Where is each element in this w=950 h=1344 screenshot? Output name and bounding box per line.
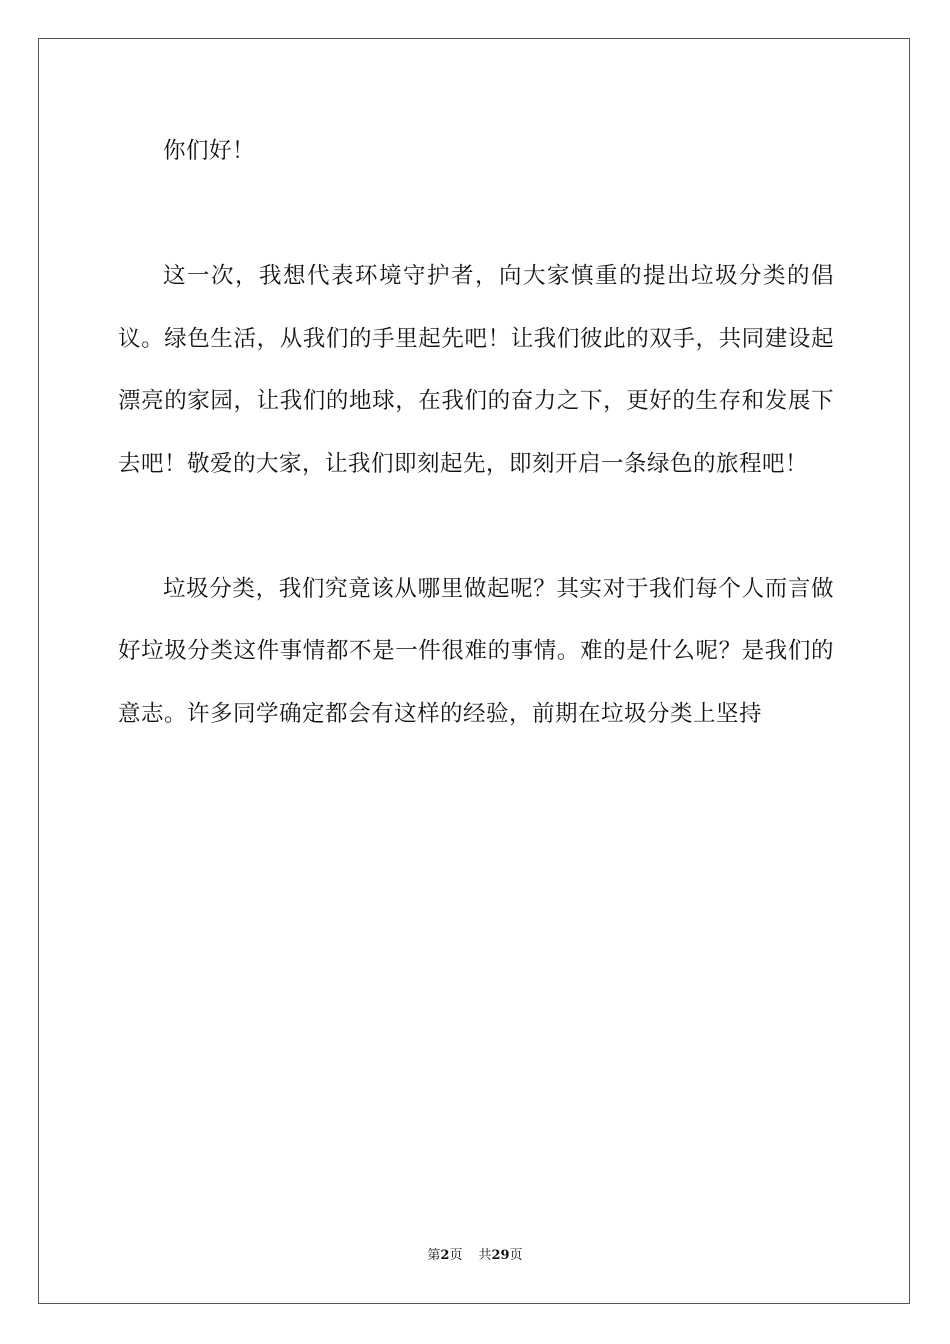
page-suffix: 页 — [449, 1248, 463, 1263]
page-footer — [0, 1246, 950, 1266]
page-prefix: 第 — [427, 1248, 441, 1263]
paragraph-greeting: 你们好！ — [163, 138, 256, 164]
total-pages: 29 — [491, 1248, 510, 1263]
document-body — [118, 120, 834, 745]
paragraph-proposal: 这一次，我想代表环境守护者，向大家慎重的提出垃圾分类的倡议。绿色生活，从我们的手里起先吧！让我们彼此的双手，共同建设起漂亮的家园，让我们的地球，在我们的奋力之下，更好的生存和发展下去吧！敬爱的大家，让我们即刻起先，即刻开启一条绿色的旅程吧！ — [118, 263, 834, 477]
page-number: 2 — [440, 1248, 450, 1263]
total-prefix: 共 — [478, 1248, 492, 1263]
total-suffix: 页 — [509, 1248, 523, 1263]
paragraph-how-to-start: 垃圾分类，我们究竟该从哪里做起呢？其实对于我们每个人而言做好垃圾分类这件事情都不是一件很难的事情。难的是什么呢？是我们的意志。许多同学确定都会有这样的经验，前期在垃圾分类上坚持 — [118, 575, 834, 727]
